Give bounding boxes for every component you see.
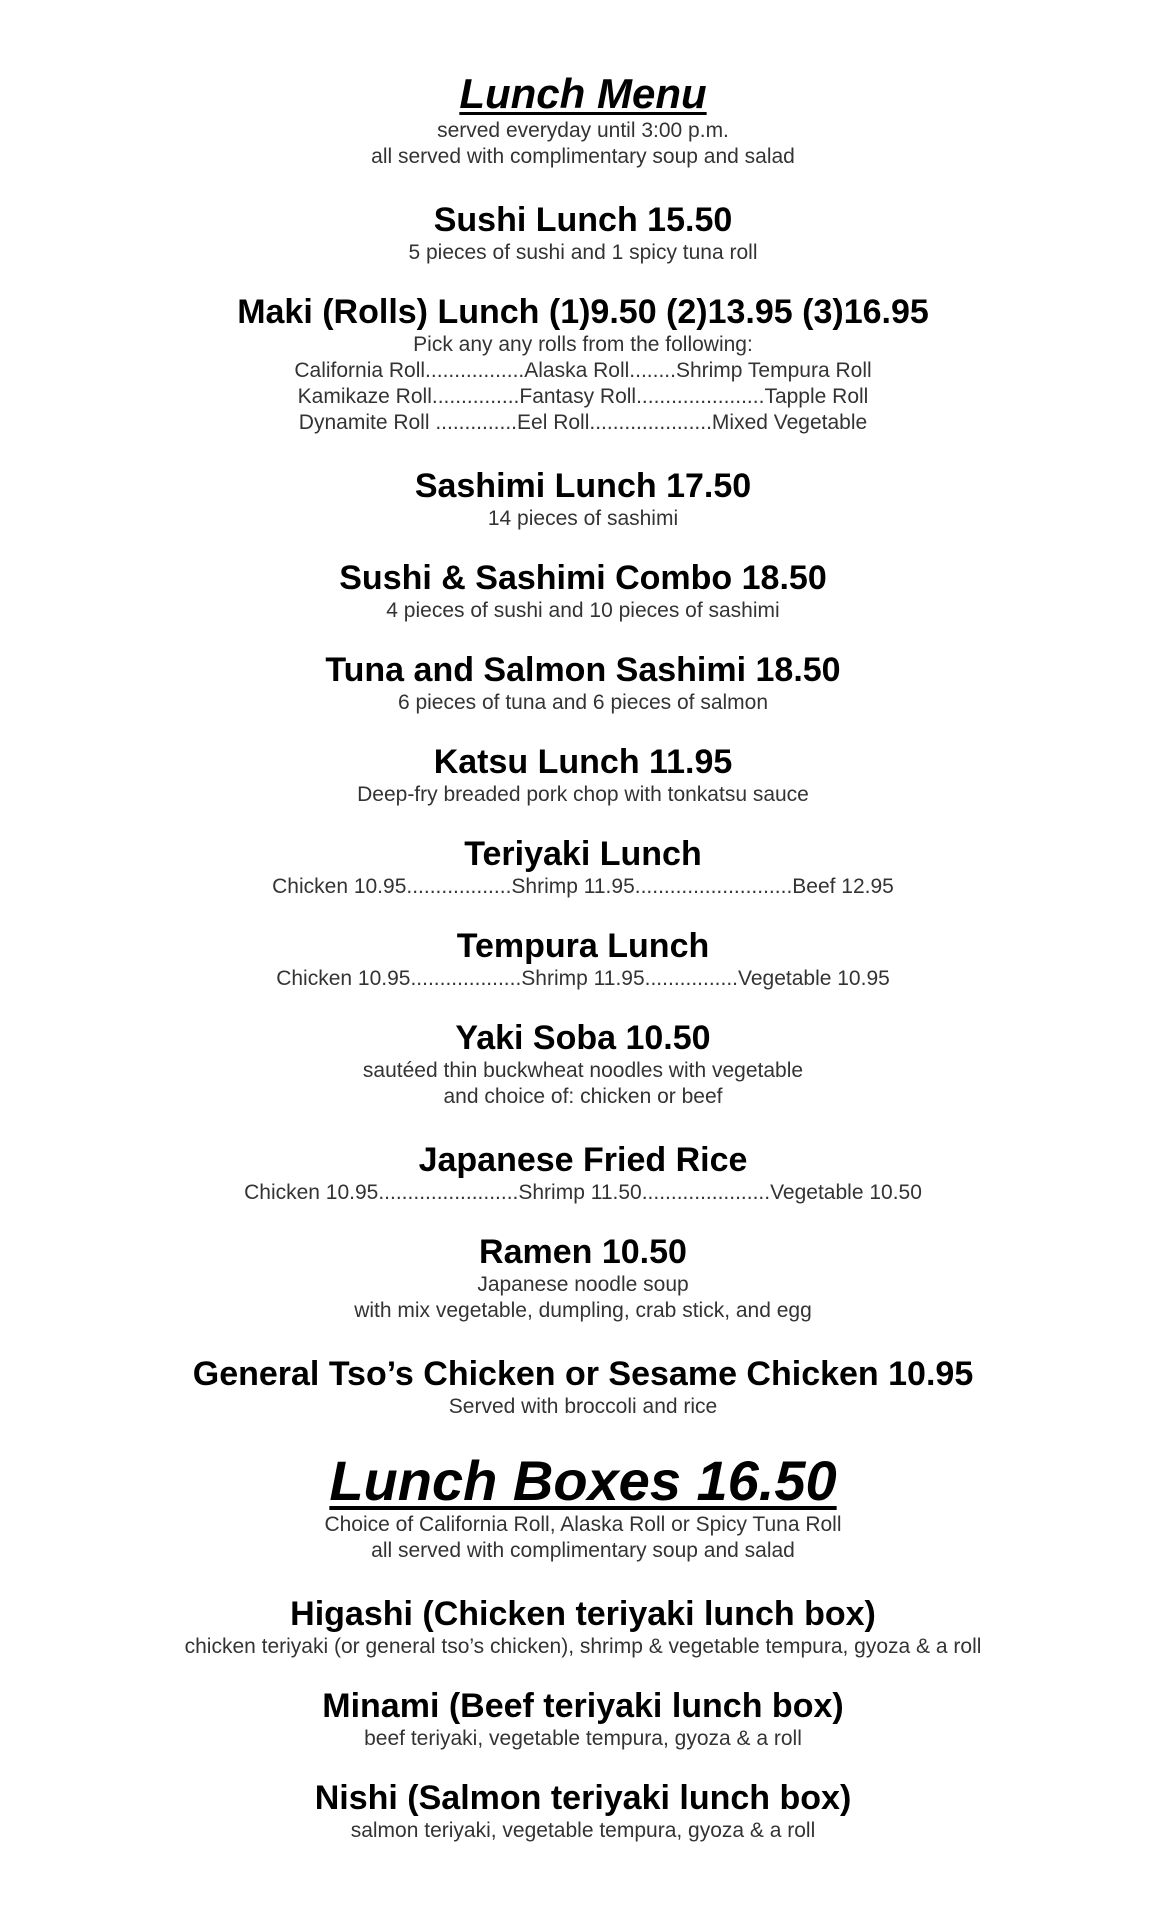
- roll-options-row: Kamikaze Roll...............Fantasy Roll......................Tapple Roll: [297, 385, 869, 408]
- lunch-menu-title: Lunch Menu: [459, 70, 707, 117]
- lunch-box-description: beef teriyaki, vegetable tempura, gyoza & a roll: [364, 1727, 802, 1750]
- menu-item-general-tso-chicken: [0, 1354, 1166, 1420]
- lunch-boxes-title: Lunch Boxes 16.50: [329, 1449, 837, 1512]
- menu-item-description: 4 pieces of sushi and 10 pieces of sashimi: [386, 599, 780, 622]
- menu-item-sushi-sashimi-combo: [0, 558, 1166, 624]
- menu-item-title: Yaki Soba 10.50: [455, 1019, 711, 1057]
- lunch-menu-header: [0, 70, 1166, 170]
- menu-item-tuna-salmon-sashimi: [0, 650, 1166, 716]
- menu-item-title: Teriyaki Lunch: [464, 835, 702, 873]
- menu-item-price-options: Chicken 10.95........................Shrimp 11.50......................Vegetable 10.50: [244, 1181, 922, 1204]
- menu-item-yaki-soba: [0, 1018, 1166, 1110]
- lunch-boxes-note: all served with complimentary soup and salad: [371, 1539, 795, 1562]
- menu-item-description: 14 pieces of sashimi: [487, 507, 679, 530]
- menu-item-price-options: Chicken 10.95...................Shrimp 11.95................Vegetable 10.95: [276, 967, 890, 990]
- menu-item-title: General Tso’s Chicken or Sesame Chicken 10.95: [192, 1355, 974, 1393]
- menu-item-title: Japanese Fried Rice: [418, 1141, 748, 1179]
- menu-item-sashimi-lunch: [0, 466, 1166, 532]
- lunch-boxes-note: Choice of California Roll, Alaska Roll or Spicy Tuna Roll: [324, 1513, 842, 1536]
- menu-item-teriyaki-lunch: [0, 834, 1166, 900]
- roll-options-row: Dynamite Roll ..............Eel Roll.....................Mixed Vegetable: [298, 411, 868, 434]
- menu-item-description: 5 pieces of sushi and 1 spicy tuna roll: [408, 241, 758, 264]
- menu-item-title: Sushi & Sashimi Combo 18.50: [339, 559, 827, 597]
- menu-item-description: 6 pieces of tuna and 6 pieces of salmon: [397, 691, 769, 714]
- menu-item-katsu-lunch: [0, 742, 1166, 808]
- roll-options-row: California Roll.................Alaska Roll........Shrimp Tempura Roll: [294, 359, 872, 382]
- menu-item-description: sautéed thin buckwheat noodles with vegetable: [362, 1059, 804, 1082]
- lunch-box-nishi: [0, 1778, 1166, 1844]
- menu-item-title: Sushi Lunch 15.50: [433, 201, 733, 239]
- lunch-box-title: Higashi (Chicken teriyaki lunch box): [290, 1595, 876, 1633]
- menu-item-maki-lunch: [0, 292, 1166, 436]
- menu-item-price-options: Chicken 10.95..................Shrimp 11.95...........................Beef 12.95: [272, 875, 894, 898]
- menu-item-description: with mix vegetable, dumpling, crab stick, and egg: [354, 1299, 812, 1322]
- lunch-box-title: Nishi (Salmon teriyaki lunch box): [314, 1779, 852, 1817]
- menu-item-description: Served with broccoli and rice: [448, 1395, 718, 1418]
- menu-item-description: Deep-fry breaded pork chop with tonkatsu sauce: [357, 783, 809, 806]
- lunch-box-description: chicken teriyaki (or general tso’s chicken), shrimp & vegetable tempura, gyoza & a roll: [184, 1635, 982, 1658]
- lunch-boxes-header: [0, 1450, 1166, 1564]
- menu-item-japanese-fried-rice: [0, 1140, 1166, 1206]
- lunch-box-title: Minami (Beef teriyaki lunch box): [322, 1687, 844, 1725]
- menu-item-title: Ramen 10.50: [479, 1233, 687, 1271]
- menu-item-description: and choice of: chicken or beef: [443, 1085, 723, 1108]
- menu-item-title: Maki (Rolls) Lunch (1)9.50 (2)13.95 (3)16.95: [237, 293, 929, 331]
- lunch-box-higashi: [0, 1594, 1166, 1660]
- menu-item-description: Japanese noodle soup: [477, 1273, 689, 1296]
- menu-item-ramen: [0, 1232, 1166, 1324]
- menu-item-sushi-lunch: [0, 200, 1166, 266]
- lunch-box-minami: [0, 1686, 1166, 1752]
- lunch-menu-note: all served with complimentary soup and salad: [371, 145, 795, 168]
- lunch-box-description: salmon teriyaki, vegetable tempura, gyoza & a roll: [350, 1819, 816, 1842]
- menu-item-tempura-lunch: [0, 926, 1166, 992]
- menu-item-title: Tempura Lunch: [456, 927, 710, 965]
- lunch-menu-note: served everyday until 3:00 p.m.: [437, 119, 729, 142]
- menu-item-title: Tuna and Salmon Sashimi 18.50: [325, 651, 841, 689]
- menu-item-title: Katsu Lunch 11.95: [433, 743, 733, 781]
- menu-item-title: Sashimi Lunch 17.50: [414, 467, 752, 505]
- menu-item-description: Pick any any rolls from the following:: [413, 333, 753, 356]
